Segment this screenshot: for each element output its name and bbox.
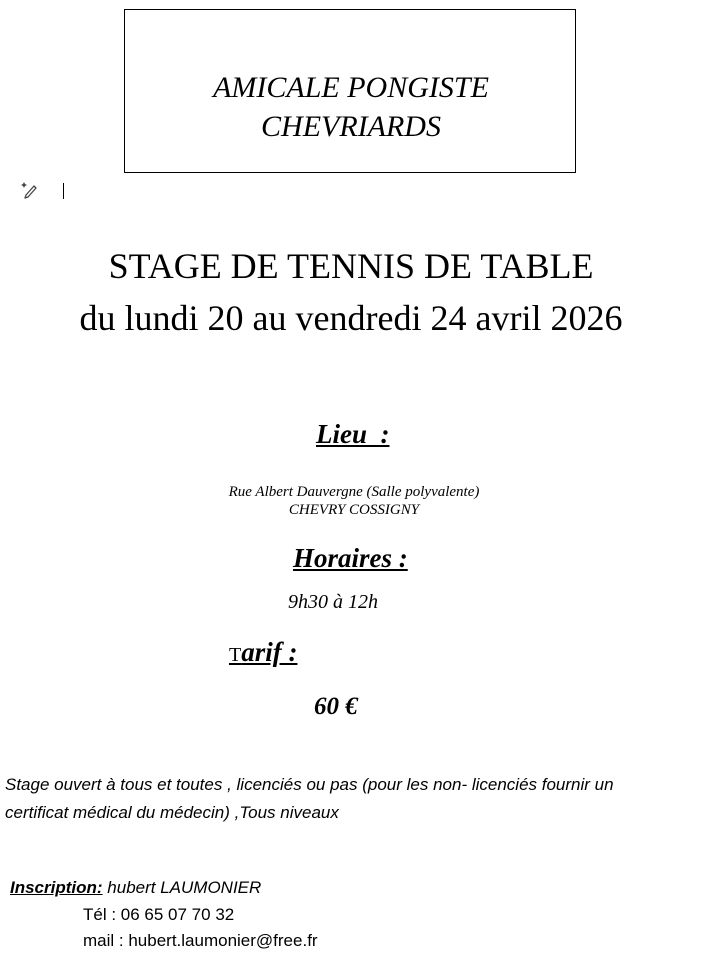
tarif-heading <box>229 636 297 671</box>
inscription-phone: Tél : 06 65 07 70 32 <box>83 905 235 924</box>
inscription-mail: mail : hubert.laumonier@free.fr <box>83 931 318 950</box>
tarif-heading-prefix: T <box>229 644 242 666</box>
inscription-contact-name: hubert LAUMONIER <box>102 878 262 897</box>
inscription-label: Inscription: <box>10 878 103 897</box>
horaires-heading: Horaires : <box>293 543 408 573</box>
tarif-price: 60 € <box>314 693 358 720</box>
inscription-line <box>10 877 261 899</box>
text-cursor <box>63 183 64 199</box>
tarif-heading-rest: arif : <box>241 637 298 667</box>
description-line2: certificat médical du médecin) ,Tous niveaux <box>5 803 339 822</box>
horaires-value: 9h30 à 12h <box>288 591 378 613</box>
pen-sparkle-icon[interactable] <box>20 180 40 200</box>
lieu-address-line1: Rue Albert Dauvergne (Salle polyvalente) <box>228 484 480 500</box>
stage-title: STAGE DE TENNIS DE TABLE <box>108 246 594 286</box>
club-name-line1: AMICALE PONGISTE <box>213 71 489 104</box>
club-name-line2: CHEVRIARDS <box>261 110 441 143</box>
stage-dates: du lundi 20 au vendredi 24 avril 2026 <box>79 298 623 338</box>
lieu-heading: Lieu : <box>316 419 390 449</box>
lieu-address-line2: CHEVRY COSSIGNY <box>288 502 420 518</box>
description-line1: Stage ouvert à tous et toutes , licenciés ou pas (pour les non- licenciés fournir un <box>5 775 614 794</box>
